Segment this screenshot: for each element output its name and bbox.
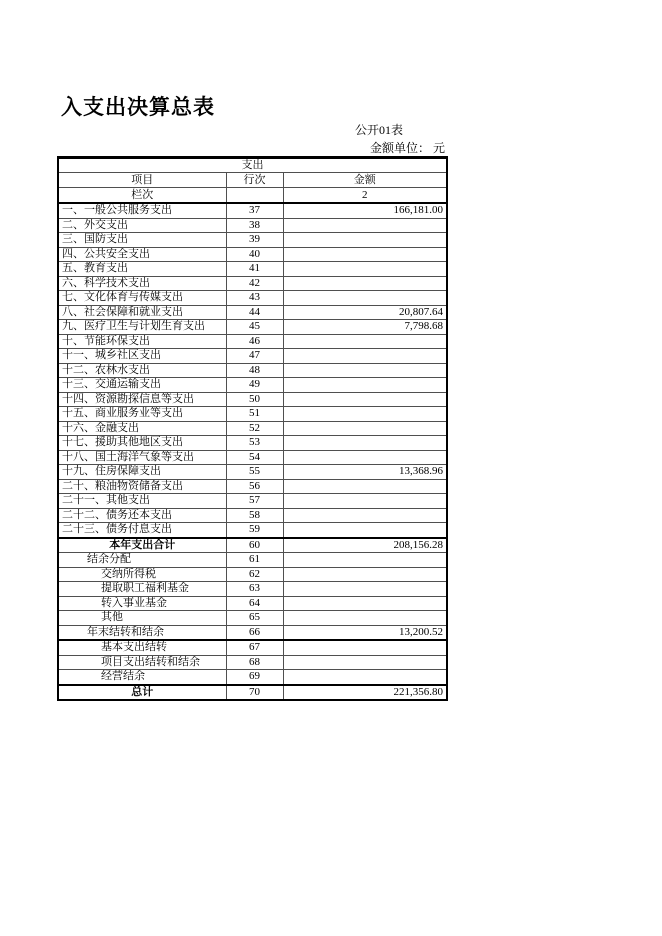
item-cell: 四、公共安全支出: [58, 247, 226, 262]
amount-cell: [283, 596, 447, 611]
table-row: [58, 334, 447, 349]
line-no-cell: 69: [226, 670, 283, 685]
item-cell: 七、文化体育与传媒支出: [58, 291, 226, 306]
item-cell: 年末结转和结余: [58, 625, 226, 640]
amount-cell: [283, 640, 447, 655]
amount-cell: [283, 567, 447, 582]
expenditure-table: [57, 156, 448, 701]
line-no-cell: 40: [226, 247, 283, 262]
column-header-amount: 金额: [283, 173, 447, 188]
table-row: [58, 465, 447, 480]
table-row: [58, 567, 447, 582]
line-no-cell: 53: [226, 436, 283, 451]
table-row: [58, 685, 447, 701]
amount-cell: [283, 582, 447, 597]
amount-cell: 166,181.00: [283, 203, 447, 218]
line-no-cell: 39: [226, 233, 283, 248]
table-row: [58, 553, 447, 568]
table-row: [58, 363, 447, 378]
table-row: [58, 262, 447, 277]
item-cell: 总计: [58, 685, 226, 701]
item-cell: 基本支出结转: [58, 640, 226, 655]
amount-cell: [283, 276, 447, 291]
amount-cell: [283, 233, 447, 248]
amount-cell: [283, 407, 447, 422]
amount-cell: [283, 334, 447, 349]
table-row: [58, 247, 447, 262]
item-cell: 二、外交支出: [58, 218, 226, 233]
line-no-cell: 59: [226, 523, 283, 538]
amount-cell: [283, 291, 447, 306]
line-no-cell: 60: [226, 538, 283, 553]
amount-cell: [283, 392, 447, 407]
table-row: [58, 378, 447, 393]
item-cell: 十九、住房保障支出: [58, 465, 226, 480]
table-row: [58, 349, 447, 364]
table-row: [58, 450, 447, 465]
line-no-cell: 43: [226, 291, 283, 306]
item-cell: 交纳所得税: [58, 567, 226, 582]
item-cell: 一、一般公共服务支出: [58, 203, 226, 218]
column-index-line-no: [226, 188, 283, 204]
table-row: [58, 436, 447, 451]
item-cell: 十一、城乡社区支出: [58, 349, 226, 364]
line-no-cell: 46: [226, 334, 283, 349]
item-cell: 十三、交通运输支出: [58, 378, 226, 393]
table-row: [58, 523, 447, 538]
amount-cell: 20,807.64: [283, 305, 447, 320]
line-no-cell: 57: [226, 494, 283, 509]
amount-unit-label: 金额单位： 元: [369, 141, 445, 155]
item-cell: 八、社会保障和就业支出: [58, 305, 226, 320]
item-cell: 五、教育支出: [58, 262, 226, 277]
amount-cell: [283, 450, 447, 465]
line-no-cell: 64: [226, 596, 283, 611]
table-row: [58, 407, 447, 422]
line-no-cell: 48: [226, 363, 283, 378]
item-cell: 十七、援助其他地区支出: [58, 436, 226, 451]
table-row: [58, 233, 447, 248]
table-row: [58, 625, 447, 640]
line-no-cell: 45: [226, 320, 283, 335]
column-header-item: 项目: [58, 173, 226, 188]
line-no-cell: 61: [226, 553, 283, 568]
column-header-line-no: 行次: [226, 173, 283, 188]
item-cell: 本年支出合计: [58, 538, 226, 553]
line-no-cell: 47: [226, 349, 283, 364]
table-body: [58, 203, 447, 700]
amount-cell: 208,156.28: [283, 538, 447, 553]
item-cell: 项目支出结转和结余: [58, 655, 226, 670]
line-no-cell: 67: [226, 640, 283, 655]
item-cell: 二十二、债务还本支出: [58, 508, 226, 523]
amount-cell: 7,798.68: [283, 320, 447, 335]
table-row: [58, 203, 447, 218]
amount-cell: [283, 378, 447, 393]
item-cell: 十八、国土海洋气象等支出: [58, 450, 226, 465]
line-no-cell: 58: [226, 508, 283, 523]
table-row: [58, 421, 447, 436]
item-cell: 结余分配: [58, 553, 226, 568]
table-row: [58, 670, 447, 685]
item-cell: 二十一、其他支出: [58, 494, 226, 509]
line-no-cell: 55: [226, 465, 283, 480]
line-no-cell: 44: [226, 305, 283, 320]
amount-cell: 13,368.96: [283, 465, 447, 480]
amount-cell: [283, 494, 447, 509]
line-no-cell: 62: [226, 567, 283, 582]
item-cell: 九、医疗卫生与计划生育支出: [58, 320, 226, 335]
line-no-cell: 51: [226, 407, 283, 422]
line-no-cell: 50: [226, 392, 283, 407]
line-no-cell: 54: [226, 450, 283, 465]
item-cell: 二十、粮油物资储备支出: [58, 479, 226, 494]
line-no-cell: 70: [226, 685, 283, 701]
table-section-row: [58, 158, 447, 173]
line-no-cell: 63: [226, 582, 283, 597]
amount-cell: 13,200.52: [283, 625, 447, 640]
line-no-cell: 41: [226, 262, 283, 277]
amount-cell: [283, 479, 447, 494]
table-row: [58, 640, 447, 655]
section-header-expenditure: 支出: [58, 158, 447, 173]
item-cell: 提取职工福利基金: [58, 582, 226, 597]
amount-cell: [283, 247, 447, 262]
doc-number-label: 公开01表: [355, 123, 404, 137]
item-cell: 十五、商业服务业等支出: [58, 407, 226, 422]
item-cell: 十四、资源勘探信息等支出: [58, 392, 226, 407]
table-row: [58, 538, 447, 553]
line-no-cell: 42: [226, 276, 283, 291]
item-cell: 二十三、债务付息支出: [58, 523, 226, 538]
amount-cell: [283, 523, 447, 538]
table-header-row: [58, 173, 447, 188]
table-row: [58, 508, 447, 523]
amount-cell: [283, 349, 447, 364]
amount-cell: [283, 611, 447, 626]
amount-cell: [283, 262, 447, 277]
table-row: [58, 218, 447, 233]
item-cell: 三、国防支出: [58, 233, 226, 248]
line-no-cell: 65: [226, 611, 283, 626]
amount-cell: [283, 218, 447, 233]
line-no-cell: 56: [226, 479, 283, 494]
amount-cell: [283, 421, 447, 436]
amount-cell: [283, 670, 447, 685]
line-no-cell: 49: [226, 378, 283, 393]
amount-cell: 221,356.80: [283, 685, 447, 701]
table-row: [58, 320, 447, 335]
item-cell: 转入事业基金: [58, 596, 226, 611]
amount-cell: [283, 363, 447, 378]
table-row: [58, 494, 447, 509]
column-index-amount: 2: [283, 188, 447, 204]
amount-cell: [283, 436, 447, 451]
item-cell: 经营结余: [58, 670, 226, 685]
item-cell: 十二、农林水支出: [58, 363, 226, 378]
table-row: [58, 291, 447, 306]
column-index-row: [58, 188, 447, 204]
item-cell: 六、科学技术支出: [58, 276, 226, 291]
table-row: [58, 276, 447, 291]
table-row: [58, 611, 447, 626]
page-title: 入支出决算总表: [61, 95, 215, 119]
line-no-cell: 38: [226, 218, 283, 233]
amount-cell: [283, 508, 447, 523]
line-no-cell: 68: [226, 655, 283, 670]
line-no-cell: 66: [226, 625, 283, 640]
table-row: [58, 596, 447, 611]
table-row: [58, 305, 447, 320]
column-index-item: 栏次: [58, 188, 226, 204]
table-row: [58, 479, 447, 494]
line-no-cell: 37: [226, 203, 283, 218]
table-row: [58, 582, 447, 597]
table-row: [58, 655, 447, 670]
item-cell: 十六、金融支出: [58, 421, 226, 436]
item-cell: 十、节能环保支出: [58, 334, 226, 349]
amount-cell: [283, 553, 447, 568]
table-row: [58, 392, 447, 407]
line-no-cell: 52: [226, 421, 283, 436]
item-cell: 其他: [58, 611, 226, 626]
amount-cell: [283, 655, 447, 670]
